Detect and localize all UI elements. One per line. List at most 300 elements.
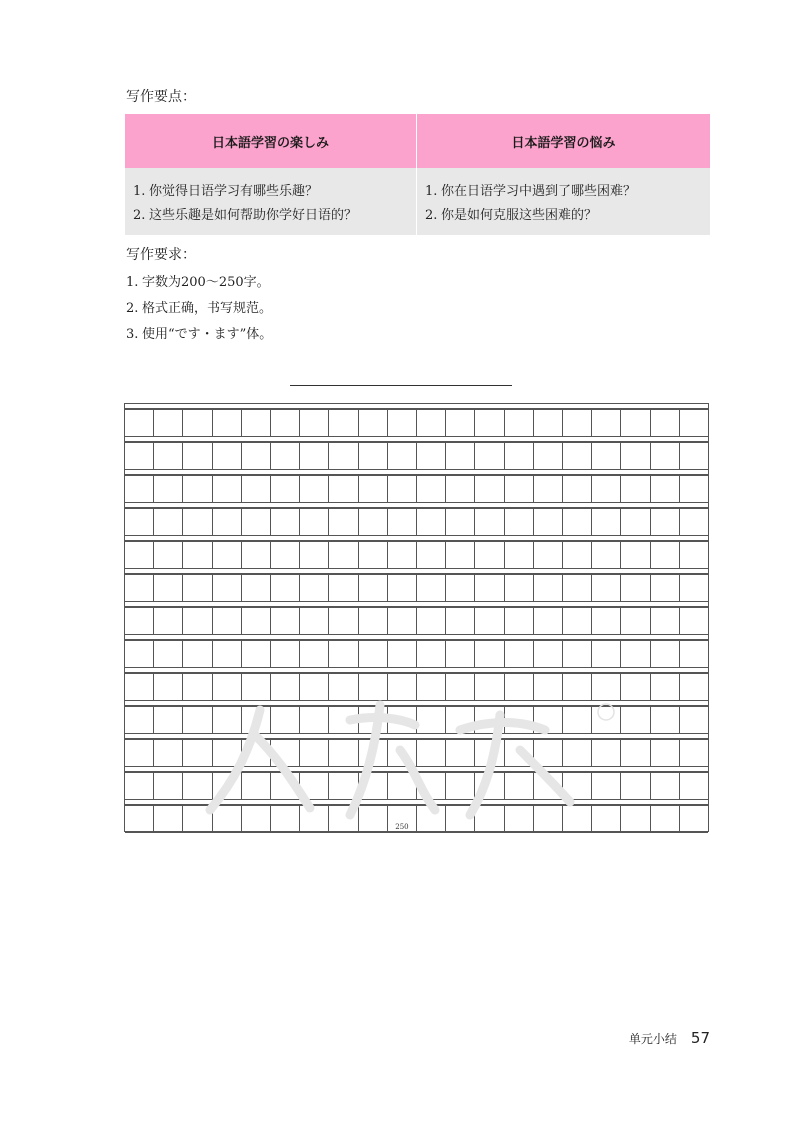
grid-cell[interactable] — [417, 409, 446, 437]
grid-cell[interactable] — [417, 706, 446, 734]
grid-cell[interactable] — [621, 508, 650, 536]
grid-cell[interactable] — [300, 475, 329, 503]
grid-cell[interactable] — [388, 475, 417, 503]
list-item — [425, 180, 710, 204]
list-item — [126, 270, 272, 296]
item-text: 你在日语学习中遇到了哪些困难？ — [441, 184, 637, 199]
item-number: 2. — [425, 208, 438, 223]
grid-cell[interactable] — [213, 475, 242, 503]
grid-cell[interactable] — [417, 508, 446, 536]
grid-cell[interactable] — [388, 442, 417, 470]
grid-cell[interactable] — [242, 772, 271, 800]
grid-cell[interactable] — [534, 706, 563, 734]
grid-row — [125, 706, 708, 734]
grid-cell[interactable] — [359, 772, 388, 800]
grid-cell[interactable] — [563, 607, 592, 635]
grid-cell[interactable] — [417, 442, 446, 470]
grid-cell[interactable] — [534, 541, 563, 569]
grid-cell[interactable] — [300, 541, 329, 569]
grid-cell[interactable] — [651, 772, 680, 800]
table-cell-enjoyment — [125, 168, 417, 235]
grid-cell[interactable] — [329, 409, 358, 437]
grid-cell[interactable] — [534, 442, 563, 470]
grid-cell[interactable] — [359, 475, 388, 503]
grid-cell[interactable] — [242, 640, 271, 668]
grid-cell[interactable] — [651, 607, 680, 635]
grid-cell[interactable] — [534, 739, 563, 767]
grid-cell[interactable] — [213, 442, 242, 470]
grid-cell[interactable] — [125, 508, 154, 536]
character-count-mark: 250 — [395, 823, 409, 831]
grid-cell[interactable] — [329, 442, 358, 470]
grid-cell[interactable] — [242, 442, 271, 470]
grid-cell[interactable] — [592, 640, 621, 668]
item-number: 3. — [126, 327, 139, 342]
item-text: 字数为200～250字。 — [142, 275, 270, 290]
grid-cell[interactable] — [300, 673, 329, 701]
grid-cell[interactable] — [125, 739, 154, 767]
grid-cell[interactable] — [271, 805, 300, 833]
writing-requirements-heading: 写作要求： — [126, 247, 196, 263]
grid-cell[interactable] — [388, 673, 417, 701]
grid-cell[interactable] — [446, 541, 475, 569]
grid-cell[interactable] — [651, 409, 680, 437]
grid-cell[interactable] — [242, 739, 271, 767]
grid-cell[interactable] — [183, 541, 212, 569]
grid-cell[interactable] — [300, 442, 329, 470]
grid-cell[interactable] — [417, 673, 446, 701]
grid-row — [125, 409, 708, 437]
grid-cell[interactable] — [271, 640, 300, 668]
grid-cell[interactable] — [651, 805, 680, 833]
grid-cell[interactable] — [651, 640, 680, 668]
grid-cell[interactable] — [534, 607, 563, 635]
grid-cell[interactable] — [680, 541, 708, 569]
grid-cell[interactable] — [446, 805, 475, 833]
table-header-enjoyment: 日本語学習の楽しみ — [125, 114, 417, 168]
grid-cell[interactable] — [563, 706, 592, 734]
grid-cell[interactable] — [592, 772, 621, 800]
grid-cell[interactable] — [592, 442, 621, 470]
grid-cell[interactable] — [359, 574, 388, 602]
grid-cell[interactable] — [651, 574, 680, 602]
grid-row — [125, 541, 708, 569]
grid-cell[interactable] — [680, 409, 708, 437]
grid-cell[interactable] — [680, 607, 708, 635]
grid-row — [125, 640, 708, 668]
grid-row — [125, 673, 708, 701]
grid-cell[interactable] — [446, 772, 475, 800]
grid-row — [125, 442, 708, 470]
grid-row — [125, 607, 708, 635]
grid-cell[interactable] — [359, 442, 388, 470]
grid-cell[interactable] — [505, 706, 534, 734]
grid-cell[interactable] — [183, 772, 212, 800]
grid-cell[interactable] — [125, 607, 154, 635]
grid-cell[interactable] — [300, 706, 329, 734]
grid-cell[interactable] — [592, 607, 621, 635]
grid-cell[interactable] — [417, 640, 446, 668]
grid-cell[interactable] — [125, 640, 154, 668]
grid-cell[interactable] — [505, 739, 534, 767]
grid-cell[interactable] — [505, 772, 534, 800]
grid-cell[interactable] — [213, 805, 242, 833]
grid-cell[interactable] — [621, 805, 650, 833]
grid-cell[interactable] — [242, 706, 271, 734]
item-text: 这些乐趣是如何帮助你学好日语的？ — [149, 208, 358, 223]
grid-cell[interactable] — [417, 739, 446, 767]
grid-cell[interactable] — [242, 409, 271, 437]
grid-cell[interactable] — [417, 475, 446, 503]
item-number: 1. — [133, 184, 146, 199]
grid-cell[interactable] — [475, 607, 504, 635]
grid-cell[interactable] — [242, 805, 271, 833]
list-item — [133, 180, 416, 204]
grid-cell[interactable] — [359, 706, 388, 734]
grid-cell[interactable] — [680, 442, 708, 470]
grid-cell[interactable] — [271, 607, 300, 635]
grid-cell[interactable] — [154, 640, 183, 668]
grid-cell[interactable] — [213, 574, 242, 602]
manuscript-grid-paper[interactable] — [124, 403, 709, 832]
grid-cell[interactable] — [651, 475, 680, 503]
grid-cell[interactable] — [505, 607, 534, 635]
grid-cell[interactable] — [359, 541, 388, 569]
grid-cell[interactable] — [242, 673, 271, 701]
grid-cell[interactable] — [242, 508, 271, 536]
grid-cell[interactable] — [271, 574, 300, 602]
grid-cell[interactable] — [651, 442, 680, 470]
grid-cell[interactable] — [680, 508, 708, 536]
grid-cell[interactable] — [154, 409, 183, 437]
grid-cell[interactable] — [621, 673, 650, 701]
grid-cell[interactable] — [621, 772, 650, 800]
grid-cell[interactable] — [154, 607, 183, 635]
item-text: 使用“です・ます”体。 — [142, 327, 273, 342]
grid-cell[interactable] — [154, 475, 183, 503]
grid-cell[interactable] — [271, 673, 300, 701]
grid-cell[interactable] — [125, 706, 154, 734]
grid-cell[interactable] — [621, 475, 650, 503]
grid-row — [125, 805, 708, 833]
grid-cell[interactable] — [417, 541, 446, 569]
grid-cell[interactable] — [388, 640, 417, 668]
grid-cell[interactable] — [563, 772, 592, 800]
grid-cell[interactable] — [183, 805, 212, 833]
grid-cell[interactable] — [183, 475, 212, 503]
grid-cell[interactable] — [475, 640, 504, 668]
grid-cell[interactable] — [183, 607, 212, 635]
grid-cell[interactable] — [417, 772, 446, 800]
grid-cell[interactable] — [563, 739, 592, 767]
grid-cell[interactable] — [592, 739, 621, 767]
grid-cell[interactable] — [563, 442, 592, 470]
grid-cell[interactable] — [271, 442, 300, 470]
grid-cell[interactable] — [563, 805, 592, 833]
grid-cell[interactable] — [505, 574, 534, 602]
grid-cell[interactable] — [242, 607, 271, 635]
writing-points-table — [125, 114, 710, 235]
grid-cell[interactable] — [680, 706, 708, 734]
grid-cell[interactable] — [505, 673, 534, 701]
grid-cell[interactable] — [154, 772, 183, 800]
grid-cell[interactable] — [359, 805, 388, 833]
grid-cell[interactable] — [154, 541, 183, 569]
list-item — [133, 204, 416, 228]
grid-cell[interactable] — [475, 673, 504, 701]
grid-cell[interactable] — [621, 442, 650, 470]
grid-cell[interactable] — [475, 508, 504, 536]
grid-cell[interactable] — [505, 442, 534, 470]
grid-cell[interactable] — [388, 607, 417, 635]
grid-cell[interactable] — [242, 574, 271, 602]
writing-points-heading: 写作要点： — [126, 89, 196, 105]
grid-cell[interactable] — [475, 805, 504, 833]
grid-cell[interactable] — [183, 739, 212, 767]
grid-cell[interactable] — [125, 475, 154, 503]
grid-cell[interactable] — [154, 574, 183, 602]
grid-cell[interactable] — [213, 409, 242, 437]
grid-cell[interactable] — [329, 739, 358, 767]
grid-cell[interactable] — [505, 409, 534, 437]
grid-cell[interactable] — [329, 640, 358, 668]
grid-cell[interactable] — [154, 673, 183, 701]
grid-cell[interactable] — [271, 706, 300, 734]
grid-cell[interactable] — [563, 475, 592, 503]
grid-cell[interactable] — [534, 640, 563, 668]
grid-cell[interactable] — [300, 574, 329, 602]
grid-cell[interactable] — [388, 574, 417, 602]
grid-cell[interactable] — [651, 706, 680, 734]
grid-cell[interactable] — [388, 409, 417, 437]
grid-cell[interactable] — [154, 442, 183, 470]
grid-cell[interactable] — [680, 739, 708, 767]
grid-cell[interactable] — [300, 739, 329, 767]
grid-cell[interactable] — [125, 541, 154, 569]
grid-cell[interactable] — [271, 508, 300, 536]
grid-cell[interactable] — [213, 673, 242, 701]
grid-cell[interactable] — [680, 574, 708, 602]
grid-cell[interactable] — [183, 508, 212, 536]
grid-cell[interactable] — [446, 673, 475, 701]
grid-cell[interactable] — [680, 772, 708, 800]
grid-cell[interactable] — [388, 805, 417, 833]
grid-cell[interactable] — [359, 607, 388, 635]
item-number: 2. — [126, 301, 139, 316]
item-number: 2. — [133, 208, 146, 223]
grid-cell[interactable] — [592, 574, 621, 602]
list-item — [425, 204, 710, 228]
grid-cell[interactable] — [417, 607, 446, 635]
grid-cell[interactable] — [651, 541, 680, 569]
grid-cell[interactable] — [534, 409, 563, 437]
grid-cell[interactable] — [125, 772, 154, 800]
grid-cell[interactable] — [563, 541, 592, 569]
grid-cell[interactable] — [534, 805, 563, 833]
grid-cell[interactable] — [534, 508, 563, 536]
grid-cell[interactable] — [563, 508, 592, 536]
table-header-troubles: 日本語学習の悩み — [417, 114, 710, 168]
grid-cell[interactable] — [446, 739, 475, 767]
grid-cell[interactable] — [621, 640, 650, 668]
grid-cell[interactable] — [300, 409, 329, 437]
grid-cell[interactable] — [592, 475, 621, 503]
grid-cell[interactable] — [183, 574, 212, 602]
grid-cell[interactable] — [534, 574, 563, 602]
grid-cell[interactable] — [125, 805, 154, 833]
grid-cell[interactable] — [125, 673, 154, 701]
grid-cell[interactable] — [213, 739, 242, 767]
grid-cell[interactable] — [505, 475, 534, 503]
grid-cell[interactable] — [300, 772, 329, 800]
grid-cell[interactable] — [213, 541, 242, 569]
grid-cell[interactable] — [534, 673, 563, 701]
grid-cell[interactable] — [621, 409, 650, 437]
grid-cell[interactable] — [154, 508, 183, 536]
grid-cell[interactable] — [300, 607, 329, 635]
grid-cell[interactable] — [359, 673, 388, 701]
grid-cell[interactable] — [329, 541, 358, 569]
grid-cell[interactable] — [300, 640, 329, 668]
grid-cell[interactable] — [446, 607, 475, 635]
grid-cell[interactable] — [213, 508, 242, 536]
grid-cell[interactable] — [592, 541, 621, 569]
grid-cell[interactable] — [446, 574, 475, 602]
grid-cell[interactable] — [388, 739, 417, 767]
grid-cell[interactable] — [651, 739, 680, 767]
grid-cell[interactable] — [329, 574, 358, 602]
grid-cell[interactable] — [534, 772, 563, 800]
grid-cell[interactable] — [329, 772, 358, 800]
essay-title-line[interactable] — [290, 385, 512, 386]
grid-cell[interactable] — [388, 508, 417, 536]
grid-cell[interactable] — [271, 409, 300, 437]
grid-cell[interactable] — [651, 508, 680, 536]
grid-cell[interactable] — [446, 475, 475, 503]
grid-row — [125, 508, 708, 536]
item-text: 你是如何克服这些困难的？ — [441, 208, 598, 223]
grid-cell[interactable] — [592, 706, 621, 734]
grid-cell[interactable] — [563, 409, 592, 437]
grid-cell[interactable] — [621, 541, 650, 569]
grid-cell[interactable] — [592, 805, 621, 833]
grid-cell[interactable] — [446, 442, 475, 470]
grid-cell[interactable] — [446, 508, 475, 536]
table-cell-troubles — [417, 168, 710, 235]
list-item — [126, 296, 272, 322]
grid-cell[interactable] — [359, 508, 388, 536]
grid-cell[interactable] — [271, 772, 300, 800]
grid-cell[interactable] — [388, 706, 417, 734]
grid-cell[interactable] — [475, 541, 504, 569]
grid-cell[interactable] — [242, 541, 271, 569]
grid-cell[interactable] — [592, 409, 621, 437]
grid-cell[interactable] — [388, 541, 417, 569]
grid-cell[interactable] — [592, 673, 621, 701]
grid-cell[interactable] — [183, 706, 212, 734]
grid-cell[interactable] — [183, 442, 212, 470]
grid-cell[interactable] — [475, 574, 504, 602]
page-number: 57 — [690, 1029, 710, 1047]
grid-cell[interactable] — [154, 706, 183, 734]
grid-cell[interactable] — [621, 739, 650, 767]
grid-cell[interactable] — [183, 673, 212, 701]
grid-cell[interactable] — [505, 508, 534, 536]
grid-cell[interactable] — [213, 706, 242, 734]
grid-cell[interactable] — [359, 640, 388, 668]
grid-cell[interactable] — [621, 706, 650, 734]
grid-cell[interactable] — [359, 739, 388, 767]
grid-cell[interactable] — [242, 475, 271, 503]
grid-cell[interactable] — [329, 475, 358, 503]
grid-cell[interactable] — [621, 574, 650, 602]
grid-cell[interactable] — [475, 475, 504, 503]
grid-cell[interactable] — [329, 805, 358, 833]
grid-cell[interactable] — [125, 442, 154, 470]
grid-cell[interactable] — [125, 574, 154, 602]
grid-cell[interactable] — [300, 508, 329, 536]
grid-cell[interactable] — [621, 607, 650, 635]
grid-cell[interactable] — [359, 409, 388, 437]
grid-cell[interactable] — [213, 607, 242, 635]
grid-cell[interactable] — [329, 706, 358, 734]
grid-row — [125, 772, 708, 800]
grid-cell[interactable] — [154, 739, 183, 767]
grid-cell[interactable] — [680, 640, 708, 668]
grid-cell[interactable] — [680, 673, 708, 701]
grid-cell[interactable] — [271, 541, 300, 569]
grid-row — [125, 739, 708, 767]
grid-cell[interactable] — [475, 739, 504, 767]
grid-cell[interactable] — [388, 772, 417, 800]
grid-cell[interactable] — [475, 706, 504, 734]
grid-cell[interactable] — [563, 640, 592, 668]
grid-row — [125, 475, 708, 503]
grid-cell[interactable] — [563, 574, 592, 602]
grid-cell[interactable] — [329, 673, 358, 701]
grid-cell[interactable] — [154, 805, 183, 833]
grid-cell[interactable] — [417, 574, 446, 602]
grid-cell[interactable] — [183, 640, 212, 668]
grid-cell[interactable] — [505, 640, 534, 668]
grid-cell[interactable] — [446, 409, 475, 437]
grid-cell[interactable] — [475, 442, 504, 470]
grid-cell[interactable] — [505, 805, 534, 833]
grid-cell[interactable] — [475, 409, 504, 437]
grid-cell[interactable] — [417, 805, 446, 833]
grid-cell[interactable] — [475, 772, 504, 800]
grid-cell[interactable] — [446, 640, 475, 668]
grid-cell[interactable] — [651, 673, 680, 701]
grid-cell[interactable] — [213, 640, 242, 668]
grid-cell[interactable] — [125, 409, 154, 437]
grid-cell[interactable] — [300, 805, 329, 833]
grid-cell[interactable] — [592, 508, 621, 536]
grid-cell[interactable] — [680, 475, 708, 503]
grid-cell[interactable] — [183, 409, 212, 437]
grid-cell[interactable] — [534, 475, 563, 503]
grid-cell[interactable] — [563, 673, 592, 701]
grid-cell[interactable] — [271, 739, 300, 767]
grid-cell[interactable] — [213, 772, 242, 800]
grid-cell[interactable] — [329, 607, 358, 635]
grid-cell[interactable] — [329, 508, 358, 536]
grid-cell[interactable] — [680, 805, 708, 833]
grid-cell[interactable] — [505, 541, 534, 569]
grid-cell[interactable] — [271, 475, 300, 503]
grid-cell[interactable] — [446, 706, 475, 734]
grid-row — [125, 574, 708, 602]
